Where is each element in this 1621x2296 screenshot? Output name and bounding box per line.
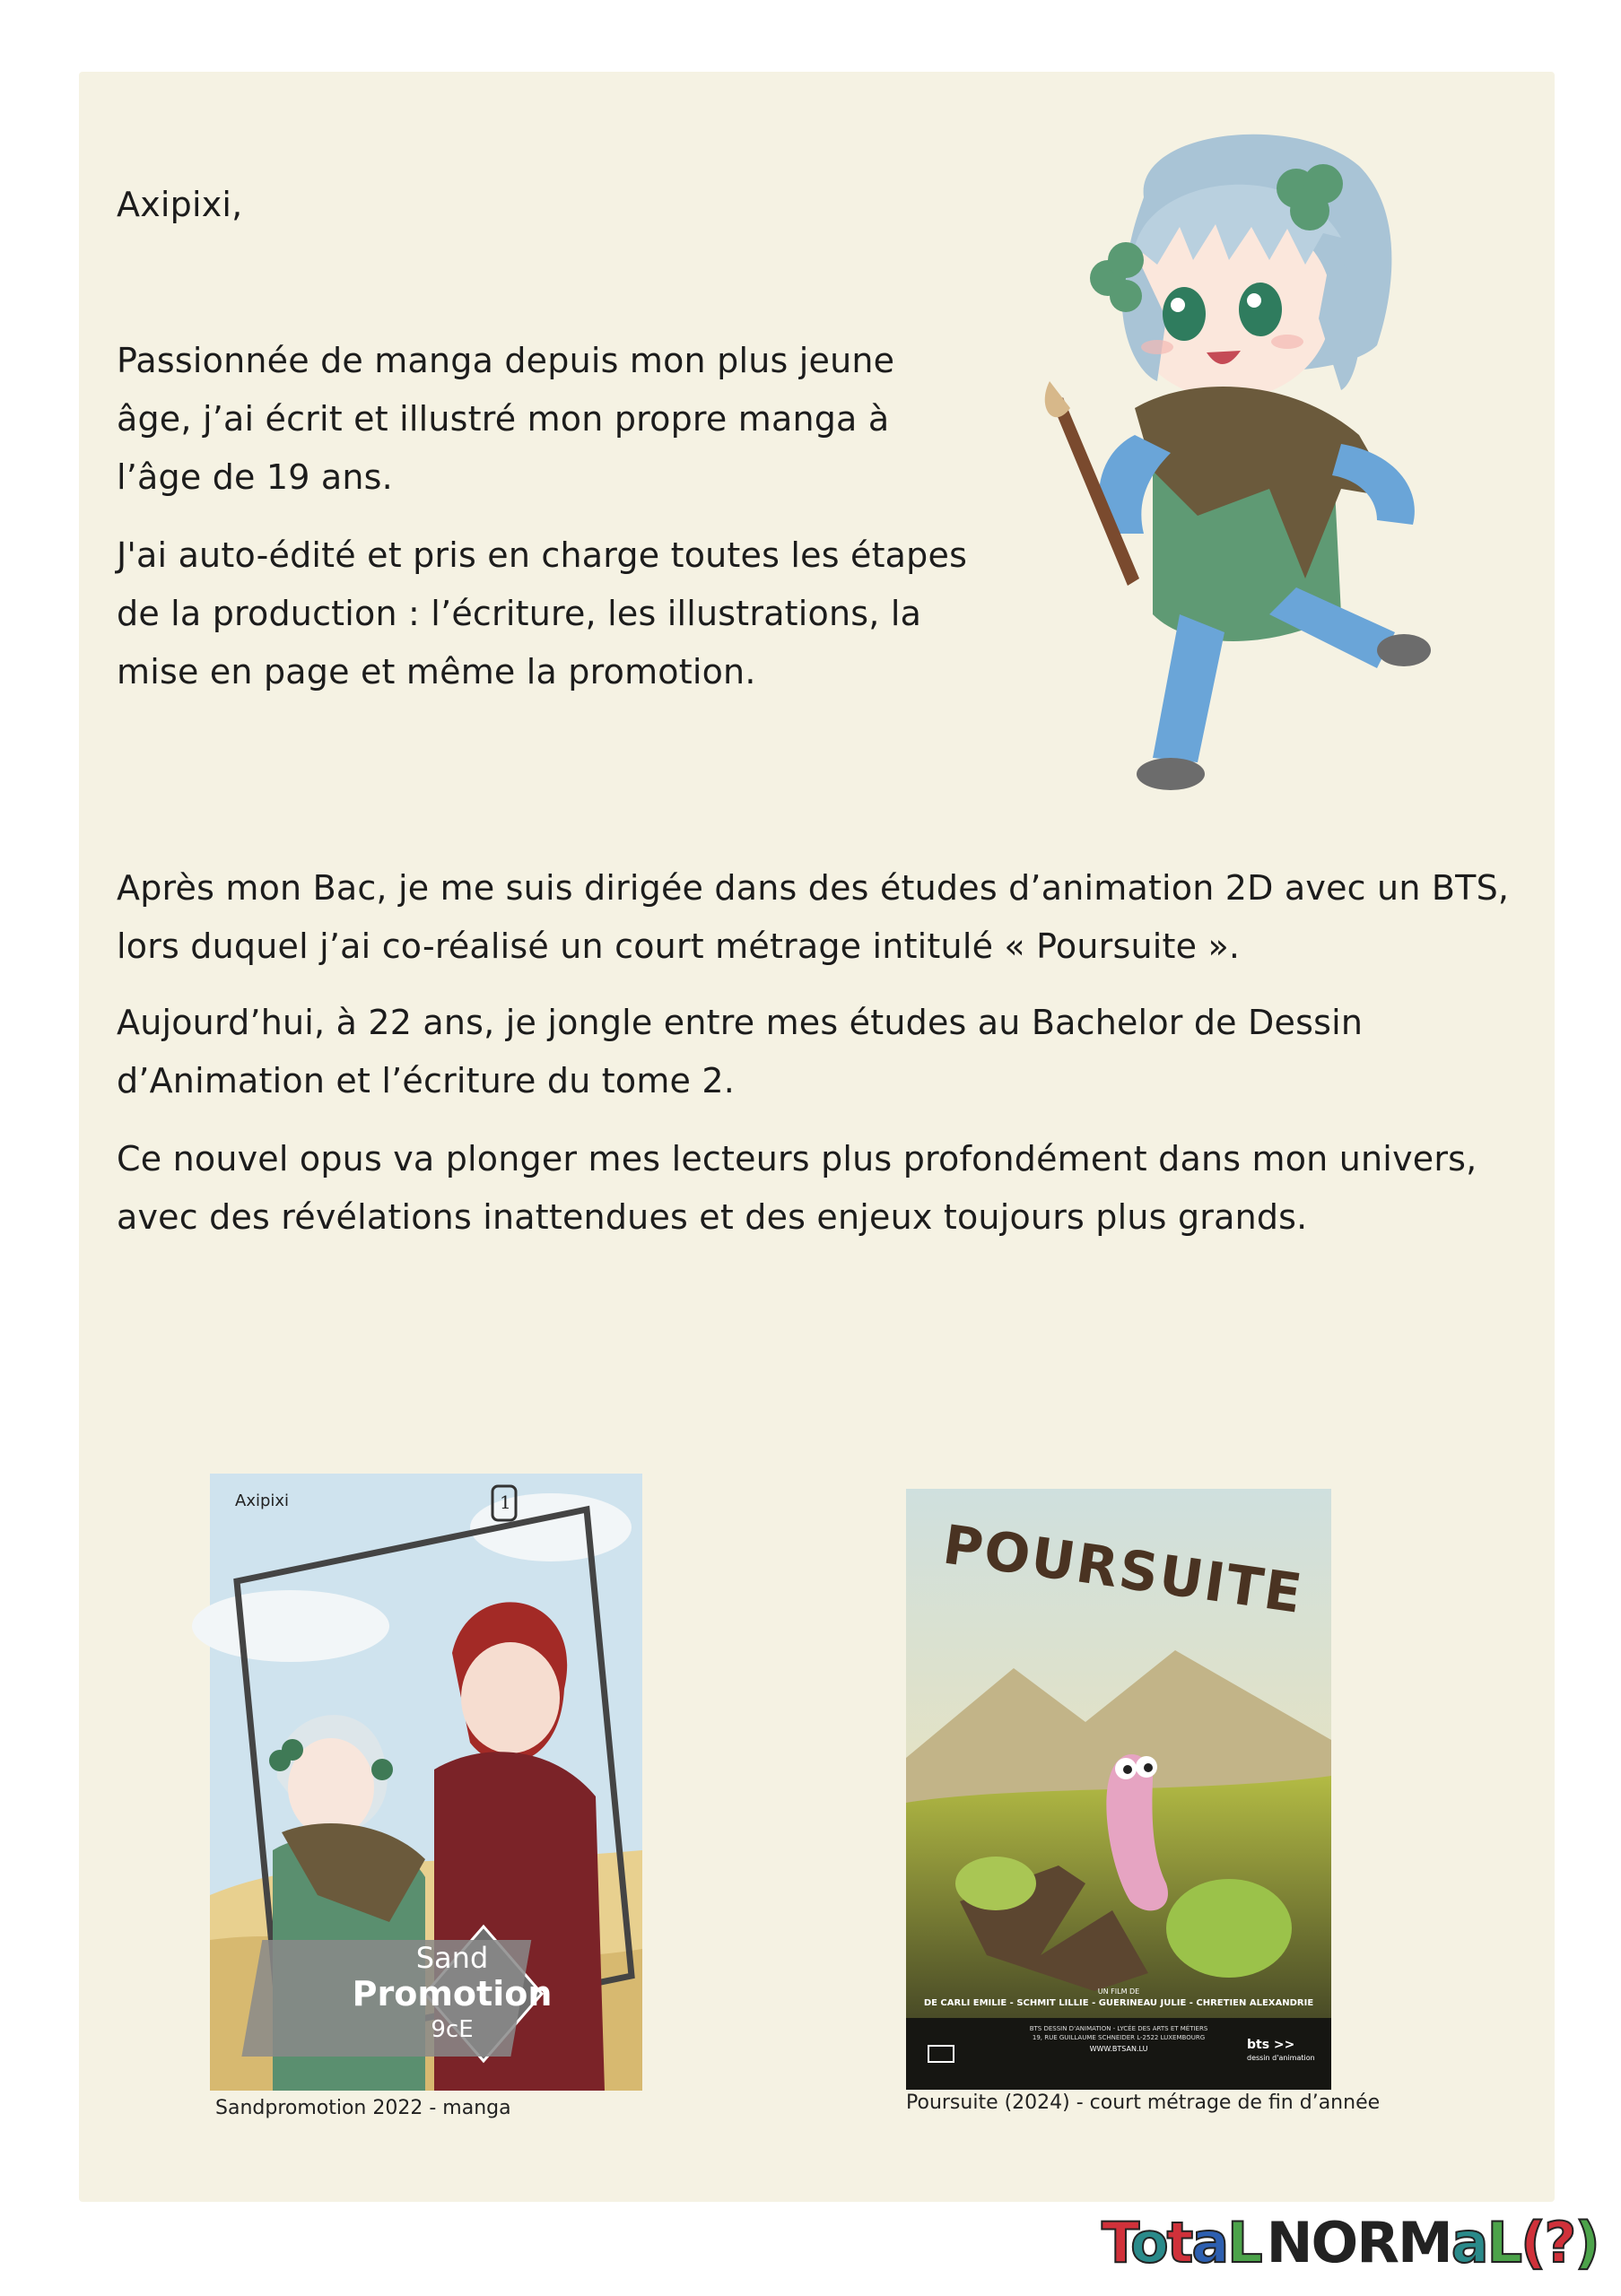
film-poster-website: WWW.BTSAN.LU xyxy=(1089,2045,1148,2053)
film-poster xyxy=(906,1489,1331,2090)
manga-title-line2: Promotion xyxy=(352,1974,553,2013)
paragraph-next-volume: Ce nouvel opus va plonger mes lecteurs plus profondément dans mon univers, avec des révélations inattendues et des enjeux toujours plus grands. xyxy=(117,1139,1477,1237)
paragraph-animation-studies: Après mon Bac, je me suis dirigée dans des études d’animation 2D avec un BTS, lors duquel j’ai co-réalisé un court métrage intitulé « Poursuite ». xyxy=(117,868,1510,966)
paragraph-bachelor: Aujourd’hui, à 22 ans, je jongle entre mes études au Bachelor de Dessin d’Animation et l’écriture du tome 2. xyxy=(117,1003,1364,1100)
paragraph-manga-passion: Passionnée de manga depuis mon plus jeune âge, j’ai écrit et illustré mon propre manga à l’âge de 19 ans. xyxy=(117,341,895,497)
manga-cover-caption: Sandpromotion 2022 - manga xyxy=(215,2097,511,2119)
manga-cover xyxy=(210,1474,642,2091)
film-poster-credit-intro: UN FILM DE xyxy=(1097,1987,1140,1996)
manga-cover-author: Axipixi xyxy=(235,1492,290,1510)
film-poster-caption: Poursuite (2024) - court métrage de fin d’année xyxy=(906,2092,1381,2114)
paragraph-self-publishing: J'ai auto-édité et pris en charge toutes les étapes de la production : l’écriture, les illustrations, la mise en page et même la promotion. xyxy=(117,535,968,691)
manga-cover-title xyxy=(318,1940,587,2048)
greeting: Axipixi, xyxy=(117,185,243,224)
total-normal-logo xyxy=(1102,2208,1599,2276)
chibi-character-illustration xyxy=(1000,112,1503,834)
film-poster-credits: DE CARLI EMILIE - SCHMIT LILLIE - GUERINEAU JULIE - CHRETIEN ALEXANDRIE xyxy=(923,1998,1314,2008)
film-poster-school-logo-icon xyxy=(928,2045,954,2063)
manga-title-code: 9cE xyxy=(431,2016,474,2043)
film-poster-school-line2: 19, RUE GUILLAUME SCHNEIDER L-2522 LUXEMBOURG xyxy=(1032,2034,1206,2041)
manga-cover-volume-number: 1 xyxy=(500,1492,511,1513)
film-poster-bts-badge: bts >> xyxy=(1247,2038,1295,2052)
film-poster-school-line1: BTS DESSIN D'ANIMATION - LYCÉE DES ARTS ET MÉTIERS xyxy=(1029,2025,1208,2032)
film-poster-bts-badge-sub: dessin d'animation xyxy=(1247,2054,1315,2062)
svg-text:TotaLNORMaL(?): TotaLNORMaL(?) xyxy=(1102,2210,1599,2275)
film-poster-title: POURSUITE xyxy=(939,1513,1307,1627)
manga-title-line1: Sand xyxy=(415,1941,489,1975)
